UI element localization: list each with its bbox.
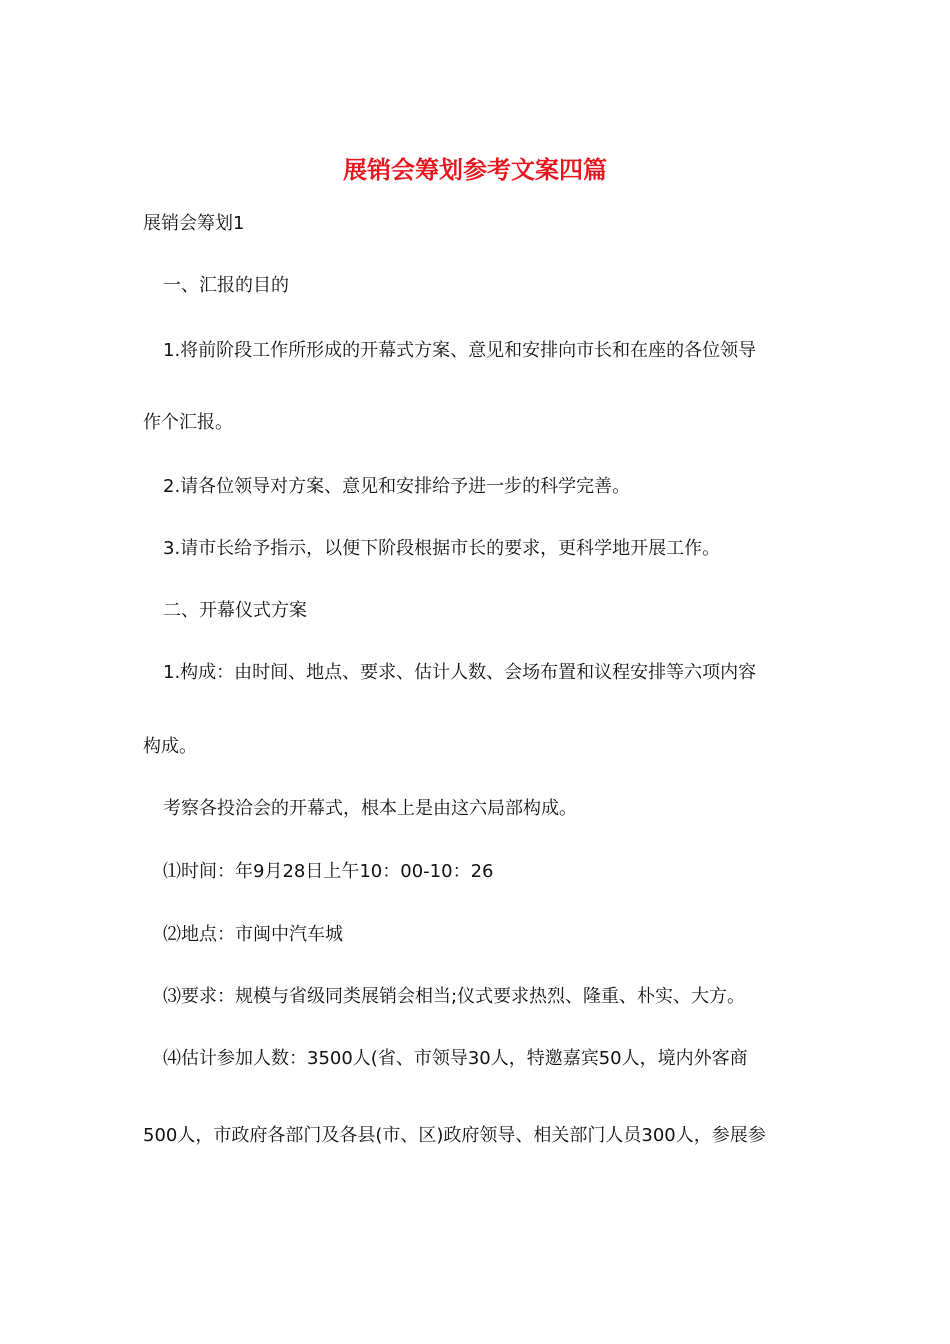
subheading: 二、开幕仪式方案 — [163, 600, 307, 621]
list-item: ⑷估计参加人数：3500人(省、市领导30人，特邀嘉宾50人，境内外客商 — [163, 1048, 748, 1069]
paragraph-line: 1.构成：由时间、地点、要求、估计人数、会场布置和议程安排等六项内容 — [163, 662, 757, 683]
subheading: 一、汇报的目的 — [163, 275, 289, 296]
paragraph-line: 2.请各位领导对方案、意见和安排给予进一步的科学完善。 — [163, 476, 631, 497]
document-title: 展销会筹划参考文案四篇 — [343, 155, 607, 184]
paragraph-line: 考察各投洽会的开幕式，根本上是由这六局部构成。 — [163, 798, 577, 819]
list-item: ⑴时间：年9月28日上午10：00-10：26 — [163, 861, 494, 882]
list-item: ⑵地点：市闽中汽车城 — [163, 924, 343, 945]
paragraph-line: 构成。 — [143, 736, 197, 757]
paragraph-line: 1.将前阶段工作所形成的开幕式方案、意见和安排向市长和在座的各位领导 — [163, 340, 757, 361]
paragraph-line: 500人，市政府各部门及各县(市、区)政府领导、相关部门人员300人，参展参 — [143, 1125, 766, 1146]
paragraph-line: 3.请市长给予指示，以便下阶段根据市长的要求，更科学地开展工作。 — [163, 538, 721, 559]
section-heading: 展销会筹划1 — [143, 213, 245, 234]
paragraph-line: 作个汇报。 — [143, 412, 233, 433]
list-item: ⑶要求：规模与省级同类展销会相当;仪式要求热烈、隆重、朴实、大方。 — [163, 986, 746, 1007]
